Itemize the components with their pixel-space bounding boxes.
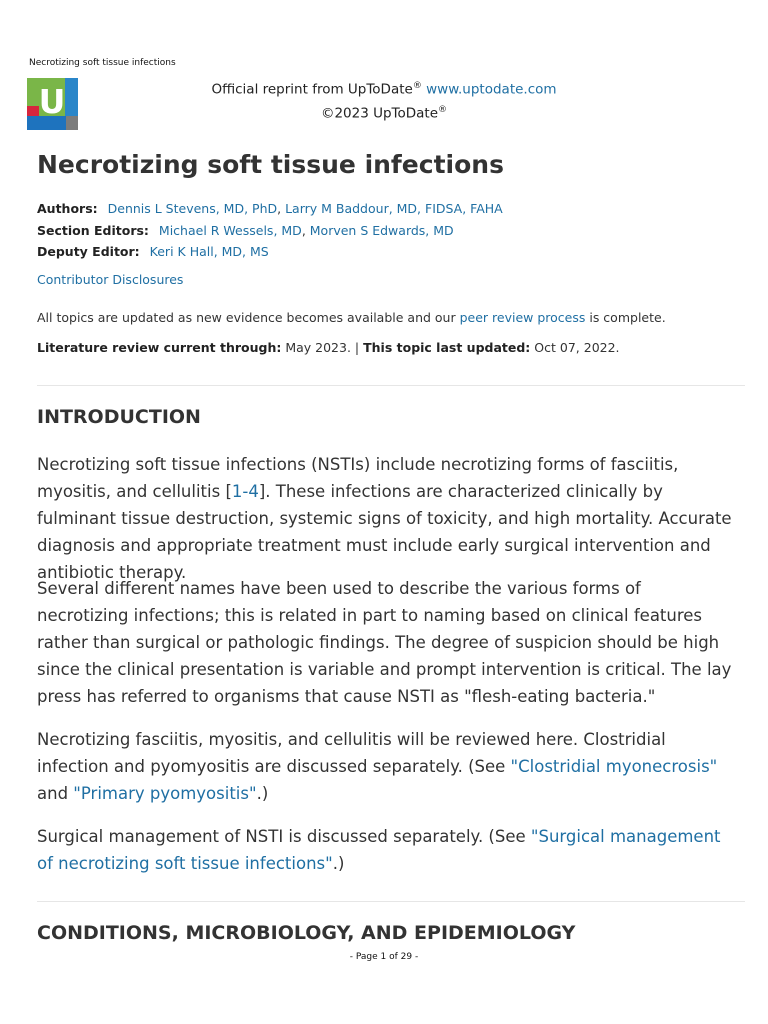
section-editors-row: Section Editors: Michael R Wessels, MD, Morven S Edwards, MD (37, 222, 454, 238)
reference-link[interactable]: 1-4 (231, 482, 259, 501)
copyright: ©2023 UpToDate (320, 105, 439, 121)
last-updated-label: This topic last updated: (363, 340, 531, 355)
section-heading-introduction: INTRODUCTION (37, 406, 201, 428)
reprint-prefix: Official reprint from UpToDate (211, 81, 413, 98)
intro-paragraph-2: Several different names have been used to describe the various forms of necrotizing infections; this is related in part to naming based on clinical features rather than surgical or pathologic findings. The degree of suspicion should be high since the clinical presentation is variable and prompt intervention is critical. The lay press has referred to organisms that cause NSTI as "flesh-eating bacteria." (37, 579, 732, 706)
last-updated-value: Oct 07, 2022. (534, 340, 620, 355)
authors-row: Authors: Dennis L Stevens, MD, PhD, Larry M Baddour, MD, FIDSA, FAHA (37, 201, 503, 216)
logo-letter: U (38, 82, 66, 121)
divider (37, 385, 745, 386)
review-dates (37, 340, 620, 355)
clostridial-myonecrosis-link[interactable]: "Clostridial myonecrosis" (510, 757, 718, 776)
authors-label: Authors: (37, 201, 98, 216)
section-editor-link[interactable]: Michael R Wessels, MD (158, 222, 302, 238)
update-note-end: is complete. (585, 310, 666, 325)
contributor-disclosures-link[interactable]: Contributor Disclosures (37, 272, 184, 287)
lit-review-label: Literature review current through: (37, 340, 282, 355)
lit-review-value: May 2023. (285, 340, 351, 355)
page-number: - Page 1 of 29 - (349, 952, 419, 962)
author-link[interactable]: Dennis L Stevens, MD, PhD (107, 201, 278, 216)
section-editors-label: Section Editors: (37, 222, 149, 238)
registered-mark: ® (412, 81, 422, 91)
contributors (37, 198, 503, 263)
deputy-editor-row (37, 241, 503, 263)
section-heading-conditions: CONDITIONS, MICROBIOLOGY, AND EPIDEMIOLOGY (37, 922, 576, 944)
section-editor-link[interactable]: Morven S Edwards, MD (309, 222, 454, 238)
reprint-notice (0, 76, 768, 123)
surgical-management-link[interactable]: "Surgical management of necrotizing soft tissue infections" (37, 827, 721, 873)
intro-paragraph-3: Necrotizing fasciitis, myositis, and cellulitis will be reviewed here. Clostridial infection and pyomyositis are discussed separately. (See "Clostridial myonecrosis" and "Primary pyomyositis".) (37, 730, 718, 803)
registered-mark-2: ® (438, 104, 448, 115)
author-link[interactable]: Larry M Baddour, MD, FIDSA, FAHA (285, 201, 503, 216)
deputy-editor-link[interactable]: Keri K Hall, MD, MS (149, 244, 269, 259)
deputy-editor-label: Deputy Editor: (37, 244, 140, 259)
page-title: Necrotizing soft tissue infections (37, 150, 504, 179)
intro-paragraph-1: Necrotizing soft tissue infections (NSTIs) include necrotizing forms of fasciitis, myositis, and cellulitis [1-4]. These infections are characterized clinically by fulminant tissue destruction, systemic signs of toxicity, and high mortality. Accurate diagnosis and appropriate treatment must include early surgical intervention and antibiotic therapy. (37, 455, 732, 582)
separator: | (354, 340, 360, 355)
primary-pyomyositis-link[interactable]: "Primary pyomyositis" (73, 784, 257, 803)
peer-review-link[interactable]: peer review process (459, 310, 586, 325)
uptodate-link[interactable]: www.uptodate.com (426, 81, 557, 98)
document-name: Necrotizing soft tissue infections (29, 58, 176, 68)
intro-paragraph-4: Surgical management of NSTI is discussed separately. (See "Surgical management of necrotizing soft tissue infections".) (37, 827, 721, 873)
update-note-text: All topics are updated as new evidence becomes available and our (37, 310, 460, 325)
divider (37, 901, 745, 902)
update-note (37, 310, 666, 325)
